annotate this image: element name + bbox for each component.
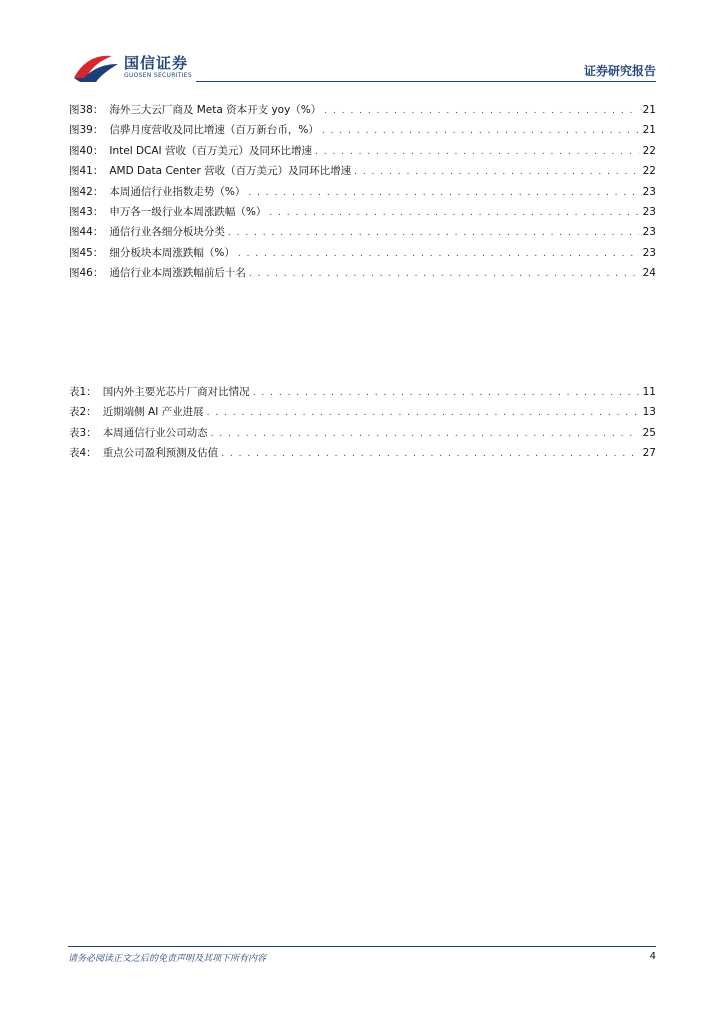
guosen-logo-icon: [72, 52, 120, 84]
toc-entry-page: 25: [642, 426, 656, 439]
toc-leader-dots: [249, 269, 639, 279]
toc-leader-dots: [211, 429, 639, 439]
toc-entry-page: 23: [642, 185, 656, 198]
toc-entry-page: 23: [642, 205, 656, 218]
toc-entry-label: 表1：: [69, 386, 97, 398]
logo-chinese-name: 国信证券: [124, 54, 189, 72]
toc-entry-page: 27: [642, 447, 656, 460]
toc-entry-figure-45[interactable]: [69, 245, 656, 265]
toc-entry-page: 24: [642, 267, 656, 280]
toc-leader-dots: [228, 228, 639, 238]
toc-entry-label: 图40：: [69, 144, 104, 157]
toc-entry-figure-42[interactable]: [69, 184, 656, 204]
toc-entry-title: 通信行业本周涨跌幅前后十名: [109, 267, 246, 280]
toc-entry-figure-41[interactable]: [69, 163, 656, 183]
toc-entry-label: 表2：: [69, 406, 97, 419]
toc-entry-figure-40[interactable]: [69, 143, 656, 163]
toc-entry-label: 表4：: [69, 447, 97, 460]
toc-entry-title: 细分板块本周涨跌幅（%）: [109, 246, 235, 259]
toc-leader-dots: [315, 147, 639, 157]
toc-entry-page: 23: [642, 226, 656, 239]
toc-entry-title: 海外三大云厂商及 Meta 资本开支 yoy（%）: [109, 104, 322, 116]
toc-entry-title: 近期端侧 AI 产业进展: [102, 406, 204, 419]
toc-entry-label: 表3：: [69, 426, 97, 439]
guosen-logo: [72, 52, 232, 84]
toc-entry-page: 11: [642, 386, 656, 398]
footer-divider: [68, 946, 656, 947]
toc-leader-dots: [269, 208, 639, 218]
toc-leader-dots: [253, 388, 639, 398]
page-number: 4: [649, 951, 656, 962]
toc-entry-figure-39[interactable]: [69, 122, 656, 142]
toc-entry-title: 申万各一级行业本周涨跌幅（%）: [109, 205, 267, 218]
toc-entry-label: 图38：: [69, 104, 104, 116]
toc-leader-dots: [354, 167, 639, 177]
toc-entry-title: Intel DCAI 营收（百万美元）及同环比增速: [109, 144, 312, 157]
toc-entry-title: 国内外主要光芯片厂商对比情况: [102, 386, 250, 398]
toc-entry-page: 21: [642, 124, 656, 137]
footer-disclaimer: 请务必阅读正文之后的免责声明及其项下所有内容: [68, 954, 267, 964]
toc-entry-figure-38[interactable]: [69, 102, 656, 122]
toc-entry-title: 本周通信行业指数走势（%）: [109, 185, 246, 198]
toc-entry-page: 22: [642, 165, 656, 178]
toc-entry-label: 图43：: [69, 205, 104, 218]
toc-entry-page: 13: [642, 406, 656, 419]
table-index-list: [69, 384, 656, 466]
toc-leader-dots: [238, 249, 639, 259]
toc-leader-dots: [248, 188, 639, 198]
figure-index-list: [69, 102, 656, 286]
toc-entry-page: 21: [642, 104, 656, 116]
toc-entry-title: 重点公司盈利预测及估值: [102, 447, 219, 460]
toc-entry-label: 图45：: [69, 246, 104, 259]
report-type-title: 证券研究报告: [583, 64, 656, 78]
toc-entry-label: 图42：: [69, 185, 104, 198]
toc-entry-title: 通信行业各细分板块分类: [109, 226, 225, 239]
toc-entry-title: 本周通信行业公司动态: [102, 426, 208, 439]
toc-leader-dots: [221, 449, 639, 459]
toc-entry-label: 图44：: [69, 226, 104, 239]
toc-entry-figure-44[interactable]: [69, 224, 656, 244]
toc-entry-label: 图41：: [69, 165, 104, 178]
logo-english-name: GUOSEN SECURITIES: [124, 72, 193, 79]
toc-entry-page: 22: [642, 144, 656, 157]
toc-entry-figure-46[interactable]: [69, 265, 656, 285]
toc-leader-dots: [324, 106, 639, 116]
toc-entry-table-3[interactable]: [69, 425, 656, 445]
header-divider: [196, 81, 656, 82]
toc-entry-label: 图46：: [69, 267, 104, 280]
toc-entry-table-2[interactable]: [69, 404, 656, 424]
toc-entry-figure-43[interactable]: [69, 204, 656, 224]
toc-leader-dots: [207, 408, 639, 418]
toc-entry-title: 信骅月度营收及同比增速（百万新台币，%）: [109, 124, 319, 137]
toc-entry-table-4[interactable]: [69, 445, 656, 465]
toc-entry-table-1[interactable]: [69, 384, 656, 404]
toc-entry-label: 图39：: [69, 124, 104, 137]
toc-entry-page: 23: [642, 246, 656, 259]
toc-leader-dots: [322, 126, 639, 136]
toc-entry-title: AMD Data Center 营收（百万美元）及同环比增速: [109, 165, 352, 178]
